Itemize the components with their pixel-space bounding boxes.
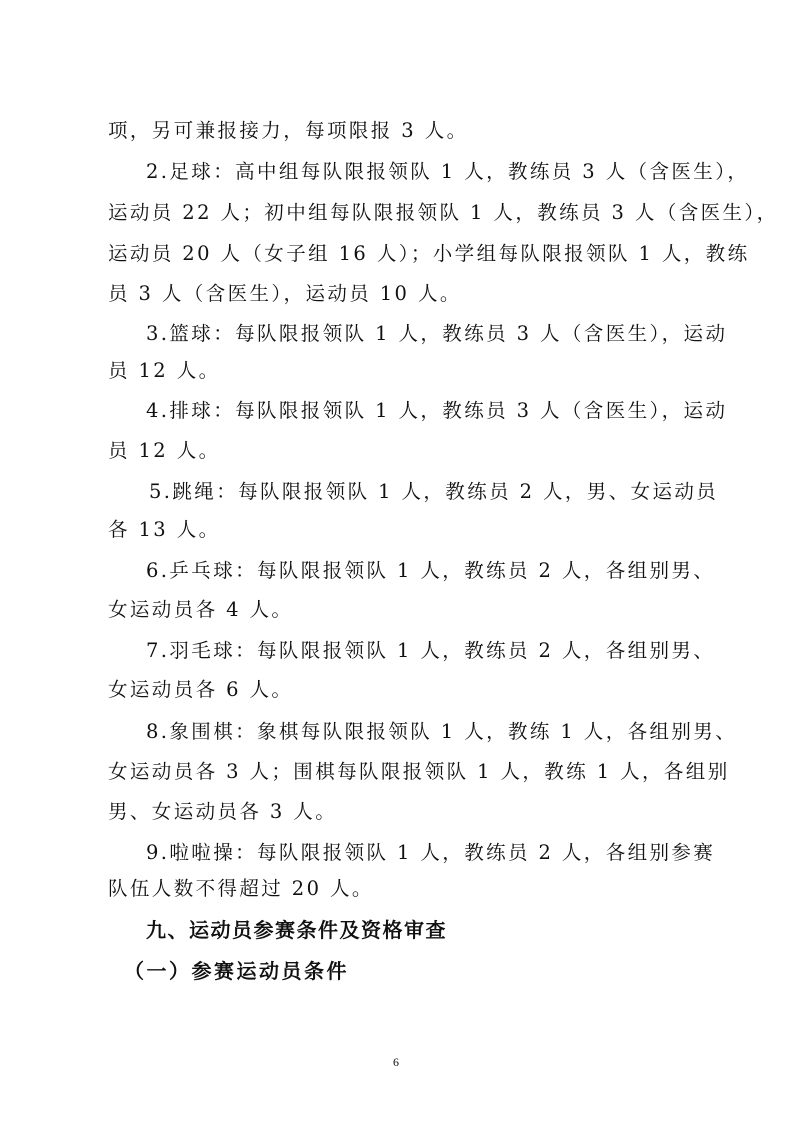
subsection-heading: （一）参赛运动员条件 — [124, 959, 349, 983]
item-cheerleading: 9.啦啦操：每队限报领队 1 人，教练员 2 人，各组别参赛 — [146, 841, 716, 864]
item-football: 2.足球：高中组每队限报领队 1 人，教练员 3 人（含医生）， — [146, 160, 750, 183]
body-line: 员 12 人。 — [108, 439, 221, 462]
body-line: 项，另可兼报接力，每项限报 3 人。 — [108, 119, 469, 142]
item-basketball: 3.篮球：每队限报领队 1 人，教练员 3 人（含医生），运动 — [146, 322, 728, 345]
section-heading: 九、运动员参赛条件及资格审查 — [146, 918, 447, 942]
item-chess: 8.象围棋：象棋每队限报领队 1 人，教练 1 人，各组别男、 — [146, 720, 738, 743]
item-table-tennis: 6.乒乓球：每队限报领队 1 人，教练员 2 人，各组别男、 — [146, 559, 716, 582]
body-line: 运动员 22 人；初中组每队限报领队 1 人，教练员 3 人（含医生）， — [108, 201, 779, 224]
body-line: 员 12 人。 — [108, 359, 221, 382]
body-line: 运动员 20 人（女子组 16 人）；小学组每队限报领队 1 人，教练 — [108, 242, 750, 265]
page-number: 6 — [393, 1055, 399, 1069]
body-line: 女运动员各 3 人；围棋每队限报领队 1 人，教练 1 人，各组别 — [108, 760, 730, 783]
body-line: 员 3 人（含医生），运动员 10 人。 — [108, 282, 462, 305]
item-volleyball: 4.排球：每队限报领队 1 人，教练员 3 人（含医生），运动 — [146, 399, 728, 422]
body-line: 队伍人数不得超过 20 人。 — [108, 877, 374, 900]
item-badminton: 7.羽毛球：每队限报领队 1 人，教练员 2 人，各组别男、 — [146, 639, 716, 662]
body-line: 男、女运动员各 3 人。 — [108, 800, 338, 823]
item-rope-skipping: 5.跳绳：每队限报领队 1 人，教练员 2 人，男、女运动员 — [149, 480, 719, 503]
body-line: 女运动员各 4 人。 — [108, 598, 294, 621]
body-line: 各 13 人。 — [108, 518, 221, 541]
body-line: 女运动员各 6 人。 — [108, 678, 294, 701]
